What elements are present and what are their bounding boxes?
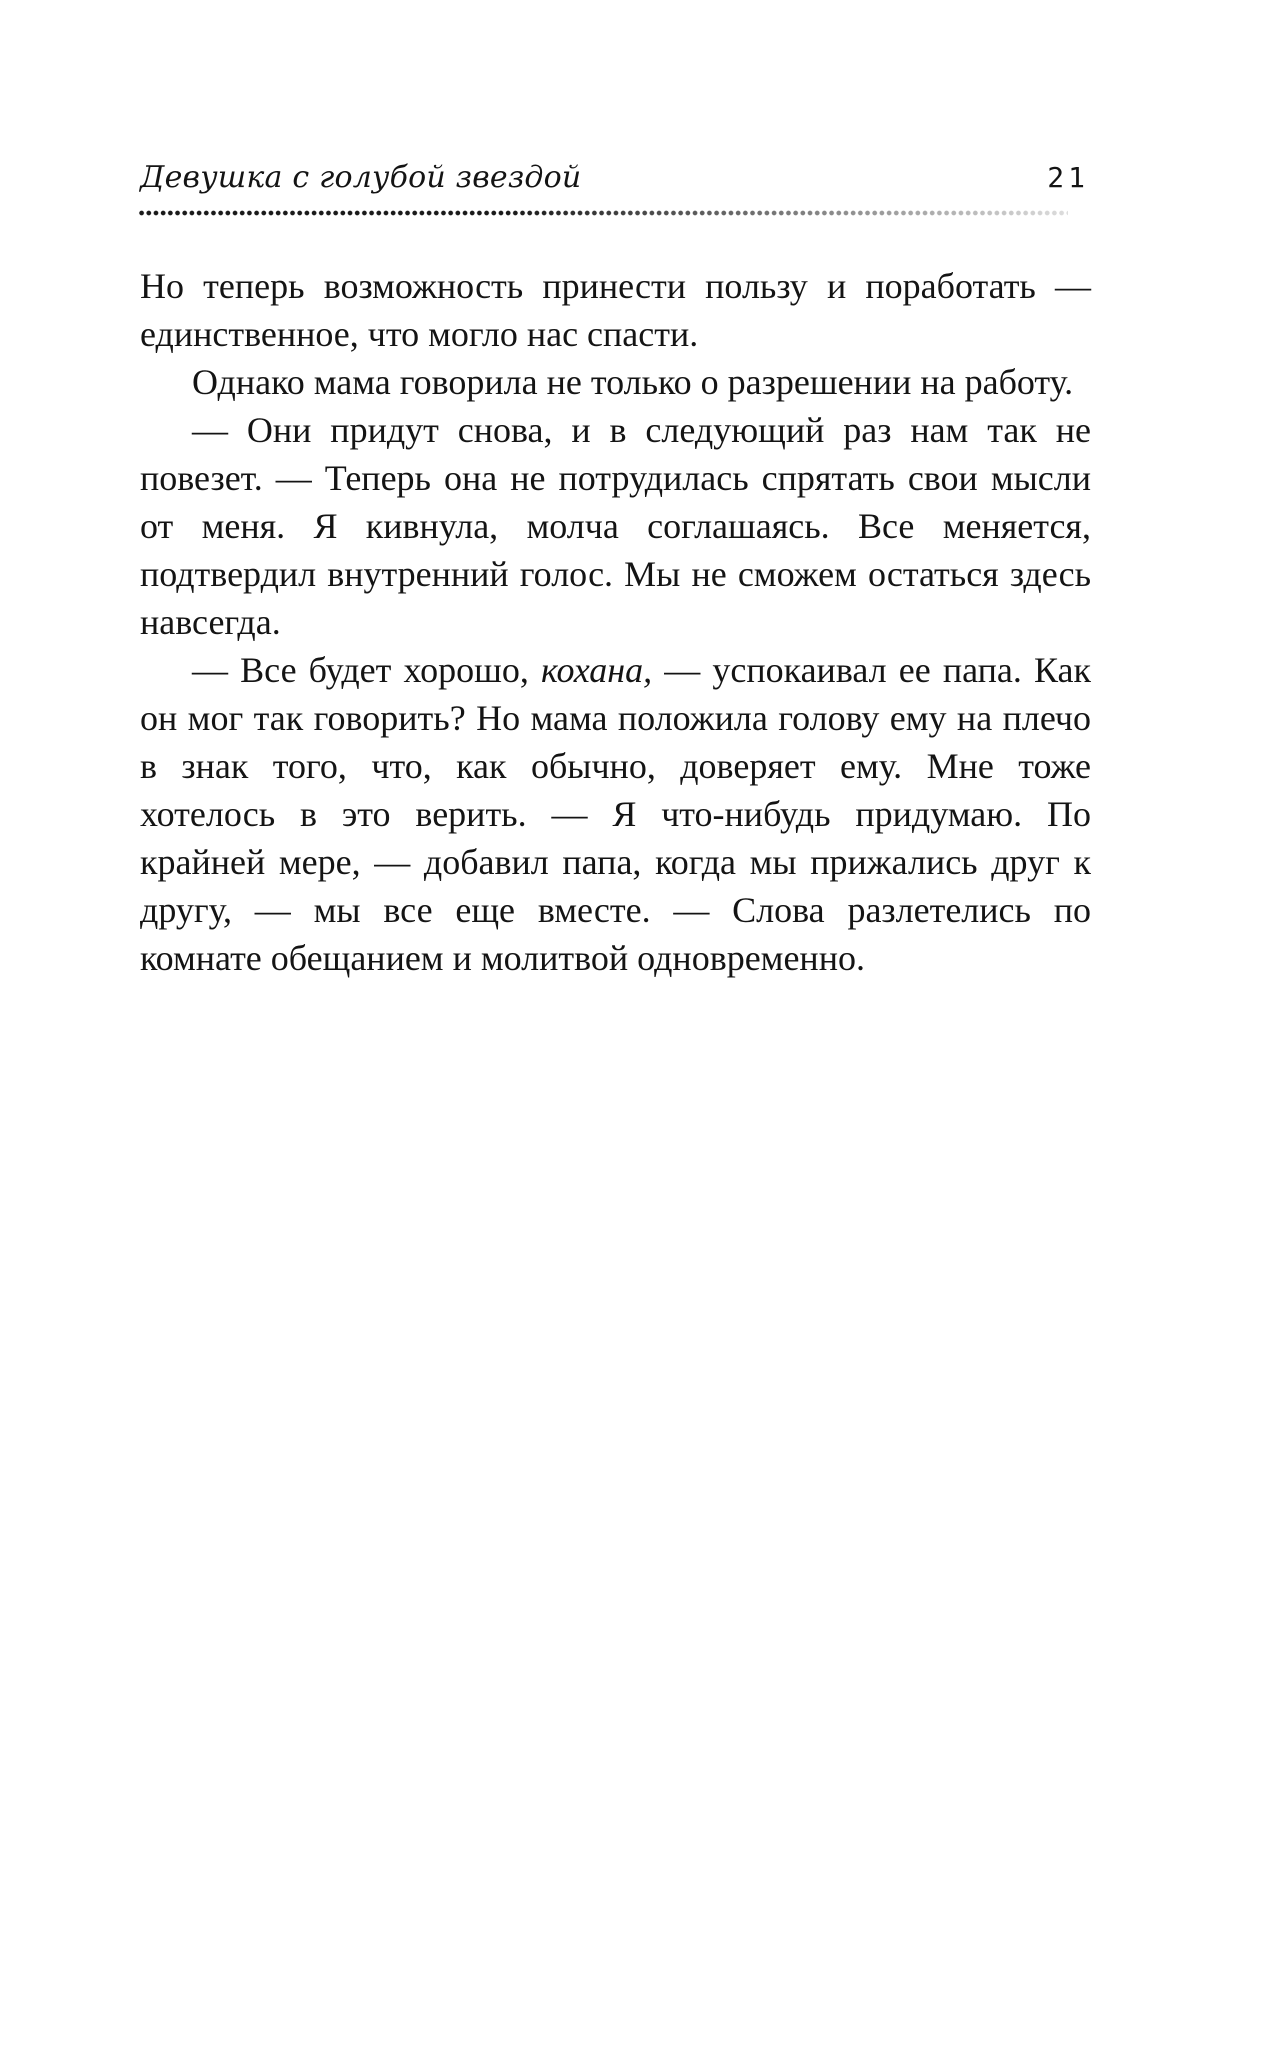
paragraph-4-start: — Все будет хорошо, <box>192 650 541 690</box>
paragraph-4 <box>140 646 1091 982</box>
running-head <box>140 158 1091 208</box>
page-body <box>140 262 1091 982</box>
paragraph-3: — Они придут снова, и в следующий раз нам так не повезет. — Теперь она не потрудилась спрятать свои мысли от меня. Я кивнула, молча соглашаясь. Все меняется, подтвердил внутренний голос. Мы не сможем остаться здесь навсегда. <box>140 410 1091 642</box>
running-title: Девушка с голубой звездой <box>140 160 582 195</box>
paragraph-4-rest: — успокаивал ее папа. Как он мог так говорить? Но мама положила голову ему на плечо в знак того, что, как обычно, доверяет ему. Мне тоже хотелось в это верить. — Я что-нибудь придумаю. По крайней мере, — добавил папа, когда мы прижались друг к другу, — мы все еще вместе. — Слова разлетелись по комнате обещанием и молитвой одновременно. <box>140 650 1091 978</box>
page-number: 21 <box>1047 161 1089 194</box>
paragraph-1: Но теперь возможность принести пользу и поработать — единственное, что могло нас спасти. <box>140 266 1091 354</box>
italic-word: кохана, <box>541 650 653 690</box>
dotted-divider <box>138 209 1068 217</box>
paragraph-2: Однако мама говорила не только о разрешении на работу. <box>192 362 1074 402</box>
